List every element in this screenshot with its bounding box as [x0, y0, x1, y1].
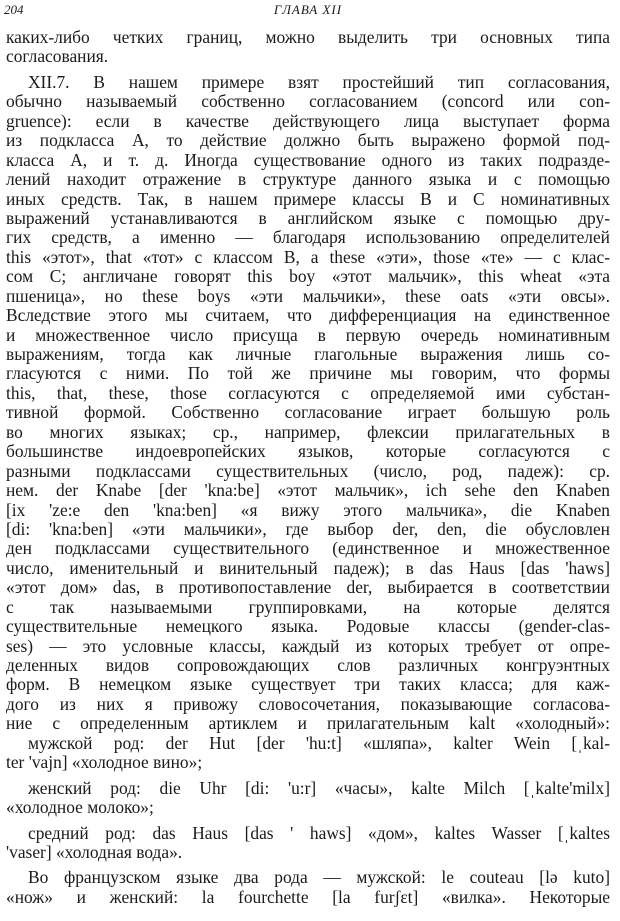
- text-line: женский род: die Uhr [di: 'u:r] «часы», kalte Milch [ˌkalte'milx]: [28, 778, 610, 798]
- page-number: 204: [4, 2, 24, 17]
- text-line: согласования.: [6, 47, 109, 67]
- text-line: каких-либо четких границ, можно выделить три основных типа: [6, 28, 610, 47]
- text-line: [di: 'kna:ben] «эти мальчики», где выбор der, den, die обусловлен: [6, 519, 610, 539]
- text-line: пшеница», но these boys «эти мальчики», these oats «эти овсы».: [6, 286, 610, 306]
- text-line: нем. der Knabe [der 'kna:be] «этот мальчик», ich sehe den Knaben: [6, 481, 610, 501]
- text-line: Вследствие этого мы считаем, что дифференциация на единственное: [6, 306, 610, 326]
- text-line: XII.7. В нашем примере взят простейший тип согласования,: [28, 72, 610, 92]
- text-line: this «этот», that «тот» с классом B, a these «эти», those «те» — с клас-: [6, 247, 610, 267]
- text-line: число, именительный и винительный падеж); в das Haus [das 'haws]: [6, 558, 610, 578]
- text-line: «нож» и женский: la fourchette [la furʃɛt] «вилка». Некоторые: [6, 887, 610, 907]
- text-line: 'vaser] «холодная вода».: [6, 842, 183, 862]
- text-line: [ix 'ze:e den 'kna:ben] «я вижу этого мальчика», die Knaben: [6, 500, 610, 520]
- text-line: дого из них я привожу словосочетания, показывающие согласова-: [6, 694, 610, 714]
- text-line: тивной формой. Собственно согласование играет большую роль: [6, 403, 610, 423]
- text-line: из подкласса A, то действие должно быть выражено формой под-: [6, 131, 610, 151]
- text-line: gruence): если в качестве действующего лица выступает форма: [6, 111, 610, 131]
- text-line: Во французском языке два рода — мужской: le couteau [lə kuto]: [28, 868, 610, 888]
- text-line: гласуются с ними. По той же причине мы говорим, что формы: [6, 364, 610, 384]
- text-line: сом C; англичане говорят this boy «этот мальчик», this wheat «эта: [6, 267, 610, 287]
- text-line: «этот дом» das, в противопоставление der, выбирается в соответствии: [6, 578, 610, 598]
- text-line: обычно называемый собственно согласованием (concord или con-: [6, 92, 610, 112]
- text-line: ние с определенным артиклем и прилагательным kalt «холодный»:: [6, 714, 610, 734]
- text-line: this, that, these, those согласуются с определяемой ими субстан-: [6, 383, 610, 403]
- text-line: выражений устанавливаются в английском языке с помощью дру-: [6, 208, 610, 228]
- body-text: [6, 28, 610, 907]
- text-line: ses) — это условные классы, каждый из которых требует от опре-: [6, 636, 610, 656]
- text-line: ден подклассами существительного (единственное и множественное: [6, 539, 610, 559]
- text-line: и множественное число присуща в первую очередь номинативным: [6, 325, 610, 345]
- text-line: лений находит отражение в структуре данного языка и с помощью: [6, 170, 610, 190]
- text-line: средний род: das Haus [das ' haws] «дом», kaltes Wasser [ˌkaltes: [28, 823, 610, 843]
- text-line: деленных видов сопровождающих слов различных конгруэнтных: [6, 656, 610, 675]
- text-line: ter 'vajn] «холодное вино»;: [6, 753, 203, 773]
- text-line: большинстве индоевропейских языков, которые согласуются с: [6, 442, 610, 462]
- text-line: класса A, и т. д. Иногда существование одного из таких подразде-: [6, 150, 610, 170]
- text-line: во многих языках; ср., например, флексии прилагательных в: [6, 422, 610, 442]
- text-line: иных средств. Так, в нашем примере классы B и C номинативных: [6, 189, 610, 209]
- text-line: выражениям, тогда как личные глагольные выражения лишь со-: [6, 345, 610, 364]
- running-head: ГЛАВА XII: [273, 2, 343, 17]
- text-line: «холодное молоко»;: [6, 798, 154, 818]
- text-line: форм. В немецком языке существует три таких класса; для каж-: [6, 675, 610, 695]
- page-header: [4, 2, 612, 24]
- text-line: гих средств, а именно — благодаря использованию определителей: [6, 228, 610, 248]
- text-line: существительные немецкого языка. Родовые классы (gender-clas-: [6, 617, 610, 637]
- text-line: с так называемыми группировками, на которые делятся: [6, 597, 610, 617]
- text-line: разными подклассами существительных (число, род, падеж): ср.: [6, 461, 610, 481]
- text-line: мужской род: der Hut [der 'hu:t] «шляпа», kalter Wein [ˌkal-: [28, 733, 610, 753]
